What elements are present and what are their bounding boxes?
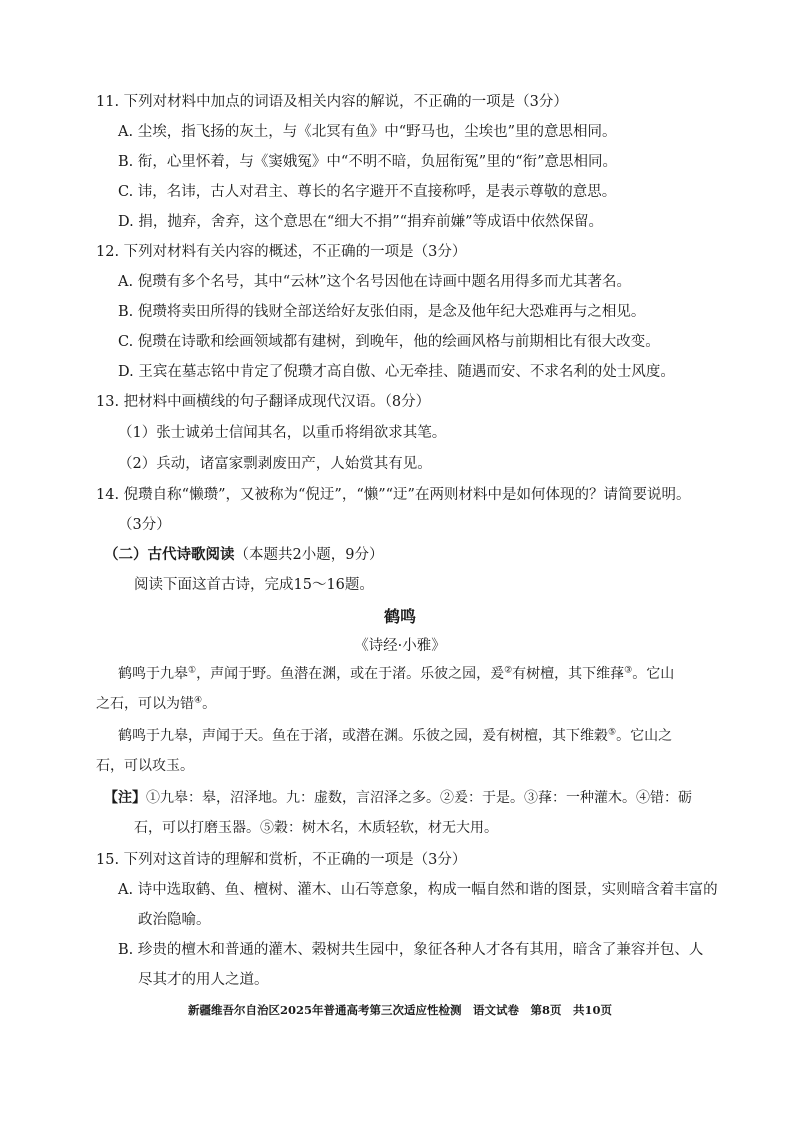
poem-text: 。它山 — [632, 666, 675, 682]
notes-text: ①九皋：皋，沼泽地。九：虚数，言沼泽之多。②爰：于是。③萚：一种灌木。④错：砺 — [146, 790, 692, 806]
poem-stanza-1-line-2 — [96, 694, 216, 714]
footnote-marker: ③ — [624, 665, 633, 676]
q13-sentence-2: （2）兵动，诸富家剽剥废田产，人始赏其有见。 — [118, 456, 432, 472]
q11-option-c: C. 讳，名讳，古人对君主、尊长的名字避开不直接称呼，是表示尊敬的意思。 — [118, 184, 617, 200]
section-title: （二）古代诗歌阅读 — [104, 546, 235, 563]
footnote-marker: ② — [504, 665, 513, 676]
poem-stanza-2-line-1 — [118, 726, 672, 746]
q15-option-a-line-1: A. 诗中选取鹤、鱼、檀树、灌木、山石等意象，构成一幅自然和谐的图景，实则暗含着丰富的 — [118, 882, 718, 898]
section-heading — [104, 545, 383, 565]
q15-option-b-line-2: 尽其才的用人之道。 — [138, 972, 269, 988]
footnote-marker: ⑤ — [608, 727, 617, 738]
q15-option-a-line-2: 政治隐喻。 — [138, 912, 211, 928]
poem-title: 鹤鸣 — [383, 607, 416, 626]
q15-option-b-line-1: B. 珍贵的檀木和普通的灌木、榖树共生园中，象征各种人才各有其用，暗含了兼容并包、人 — [118, 942, 704, 958]
poem-text: 鹤鸣于九皋 — [118, 666, 188, 682]
notes-label: 【注】 — [104, 790, 146, 806]
section-note: （本题共2小题，9分） — [234, 547, 384, 563]
poem-text: 鹤鸣于九皋，声闻于天。鱼在于渚，或潜在渊。乐彼之园，爰有树檀，其下维穀 — [118, 728, 608, 744]
q11-option-d: D. 捐，抛弃，舍弃，这个意思在“细大不捐”“捐弃前嫌”等成语中依然保留。 — [118, 214, 603, 230]
q14-stem: 14. 倪瓒自称“懒瓒”，又被称为“倪迂”，“懒”“迂”在两则材料中是如何体现的？请简要说明。 — [96, 487, 691, 503]
poem-text: 之石，可以为错 — [96, 696, 194, 712]
poem-notes-line-2: 石，可以打磨玉器。⑤穀：树木名，木质轻软，材无大用。 — [134, 820, 498, 836]
q11-stem: 11. 下列对材料中加点的词语及相关内容的解说，不正确的一项是（3分） — [96, 94, 568, 110]
poem-notes-line-1 — [104, 788, 692, 808]
q15-stem: 15. 下列对这首诗的理解和赏析，不正确的一项是（3分） — [96, 852, 467, 868]
poem-text: 。它山之 — [616, 728, 673, 744]
poem-text: 。 — [202, 696, 217, 712]
poem-text: ，声闻于野。鱼潜在渊，或在于渚。乐彼之园，爰 — [196, 666, 505, 682]
q13-sentence-1: （1）张士诚弟士信闻其名，以重币将绢欲求其笔。 — [118, 425, 447, 441]
footnote-marker: ① — [188, 665, 197, 676]
q12-option-a: A. 倪瓒有多个名号，其中“云林”这个名号因他在诗画中题名用得多而尤其著名。 — [118, 274, 632, 290]
poem-stanza-2-line-2: 石，可以攻玉。 — [96, 758, 194, 774]
q11-option-b: B. 衔，心里怀着，与《窦娥冤》中“不明不暗，负屈衔冤”里的“衔”意思相同。 — [118, 154, 618, 170]
q12-option-d: D. 王宾在墓志铭中肯定了倪瓒才高自傲、心无牵挂、随遇而安、不求名利的处士风度。 — [118, 364, 675, 380]
poem-stanza-1-line-1 — [118, 664, 674, 684]
q12-option-b: B. 倪瓒将卖田所得的钱财全部送给好友张伯雨，是念及他年纪大恐难再与之相见。 — [118, 304, 646, 320]
q14-score: （3分） — [118, 517, 171, 533]
page-footer: 新疆维吾尔自治区2025年普通高考第三次适应性检测 语文试卷 第8页 共10页 — [187, 1003, 612, 1017]
section-instruction: 阅读下面这首古诗，完成15～16题。 — [134, 577, 374, 593]
poem-source: 《诗经·小雅》 — [354, 638, 446, 654]
q12-stem: 12. 下列对材料有关内容的概述，不正确的一项是（3分） — [96, 244, 467, 260]
q11-option-a: A. 尘埃，指飞扬的灰土，与《北冥有鱼》中“野马也，尘埃也”里的意思相同。 — [118, 124, 617, 140]
footnote-marker: ④ — [194, 695, 203, 706]
q12-option-c: C. 倪瓒在诗歌和绘画领域都有建树，到晚年，他的绘画风格与前期相比有很大改变。 — [118, 334, 660, 350]
poem-text: 有树檀，其下维萚 — [512, 666, 625, 682]
q13-stem: 13. 把材料中画横线的句子翻译成现代汉语。（8分） — [96, 394, 431, 410]
